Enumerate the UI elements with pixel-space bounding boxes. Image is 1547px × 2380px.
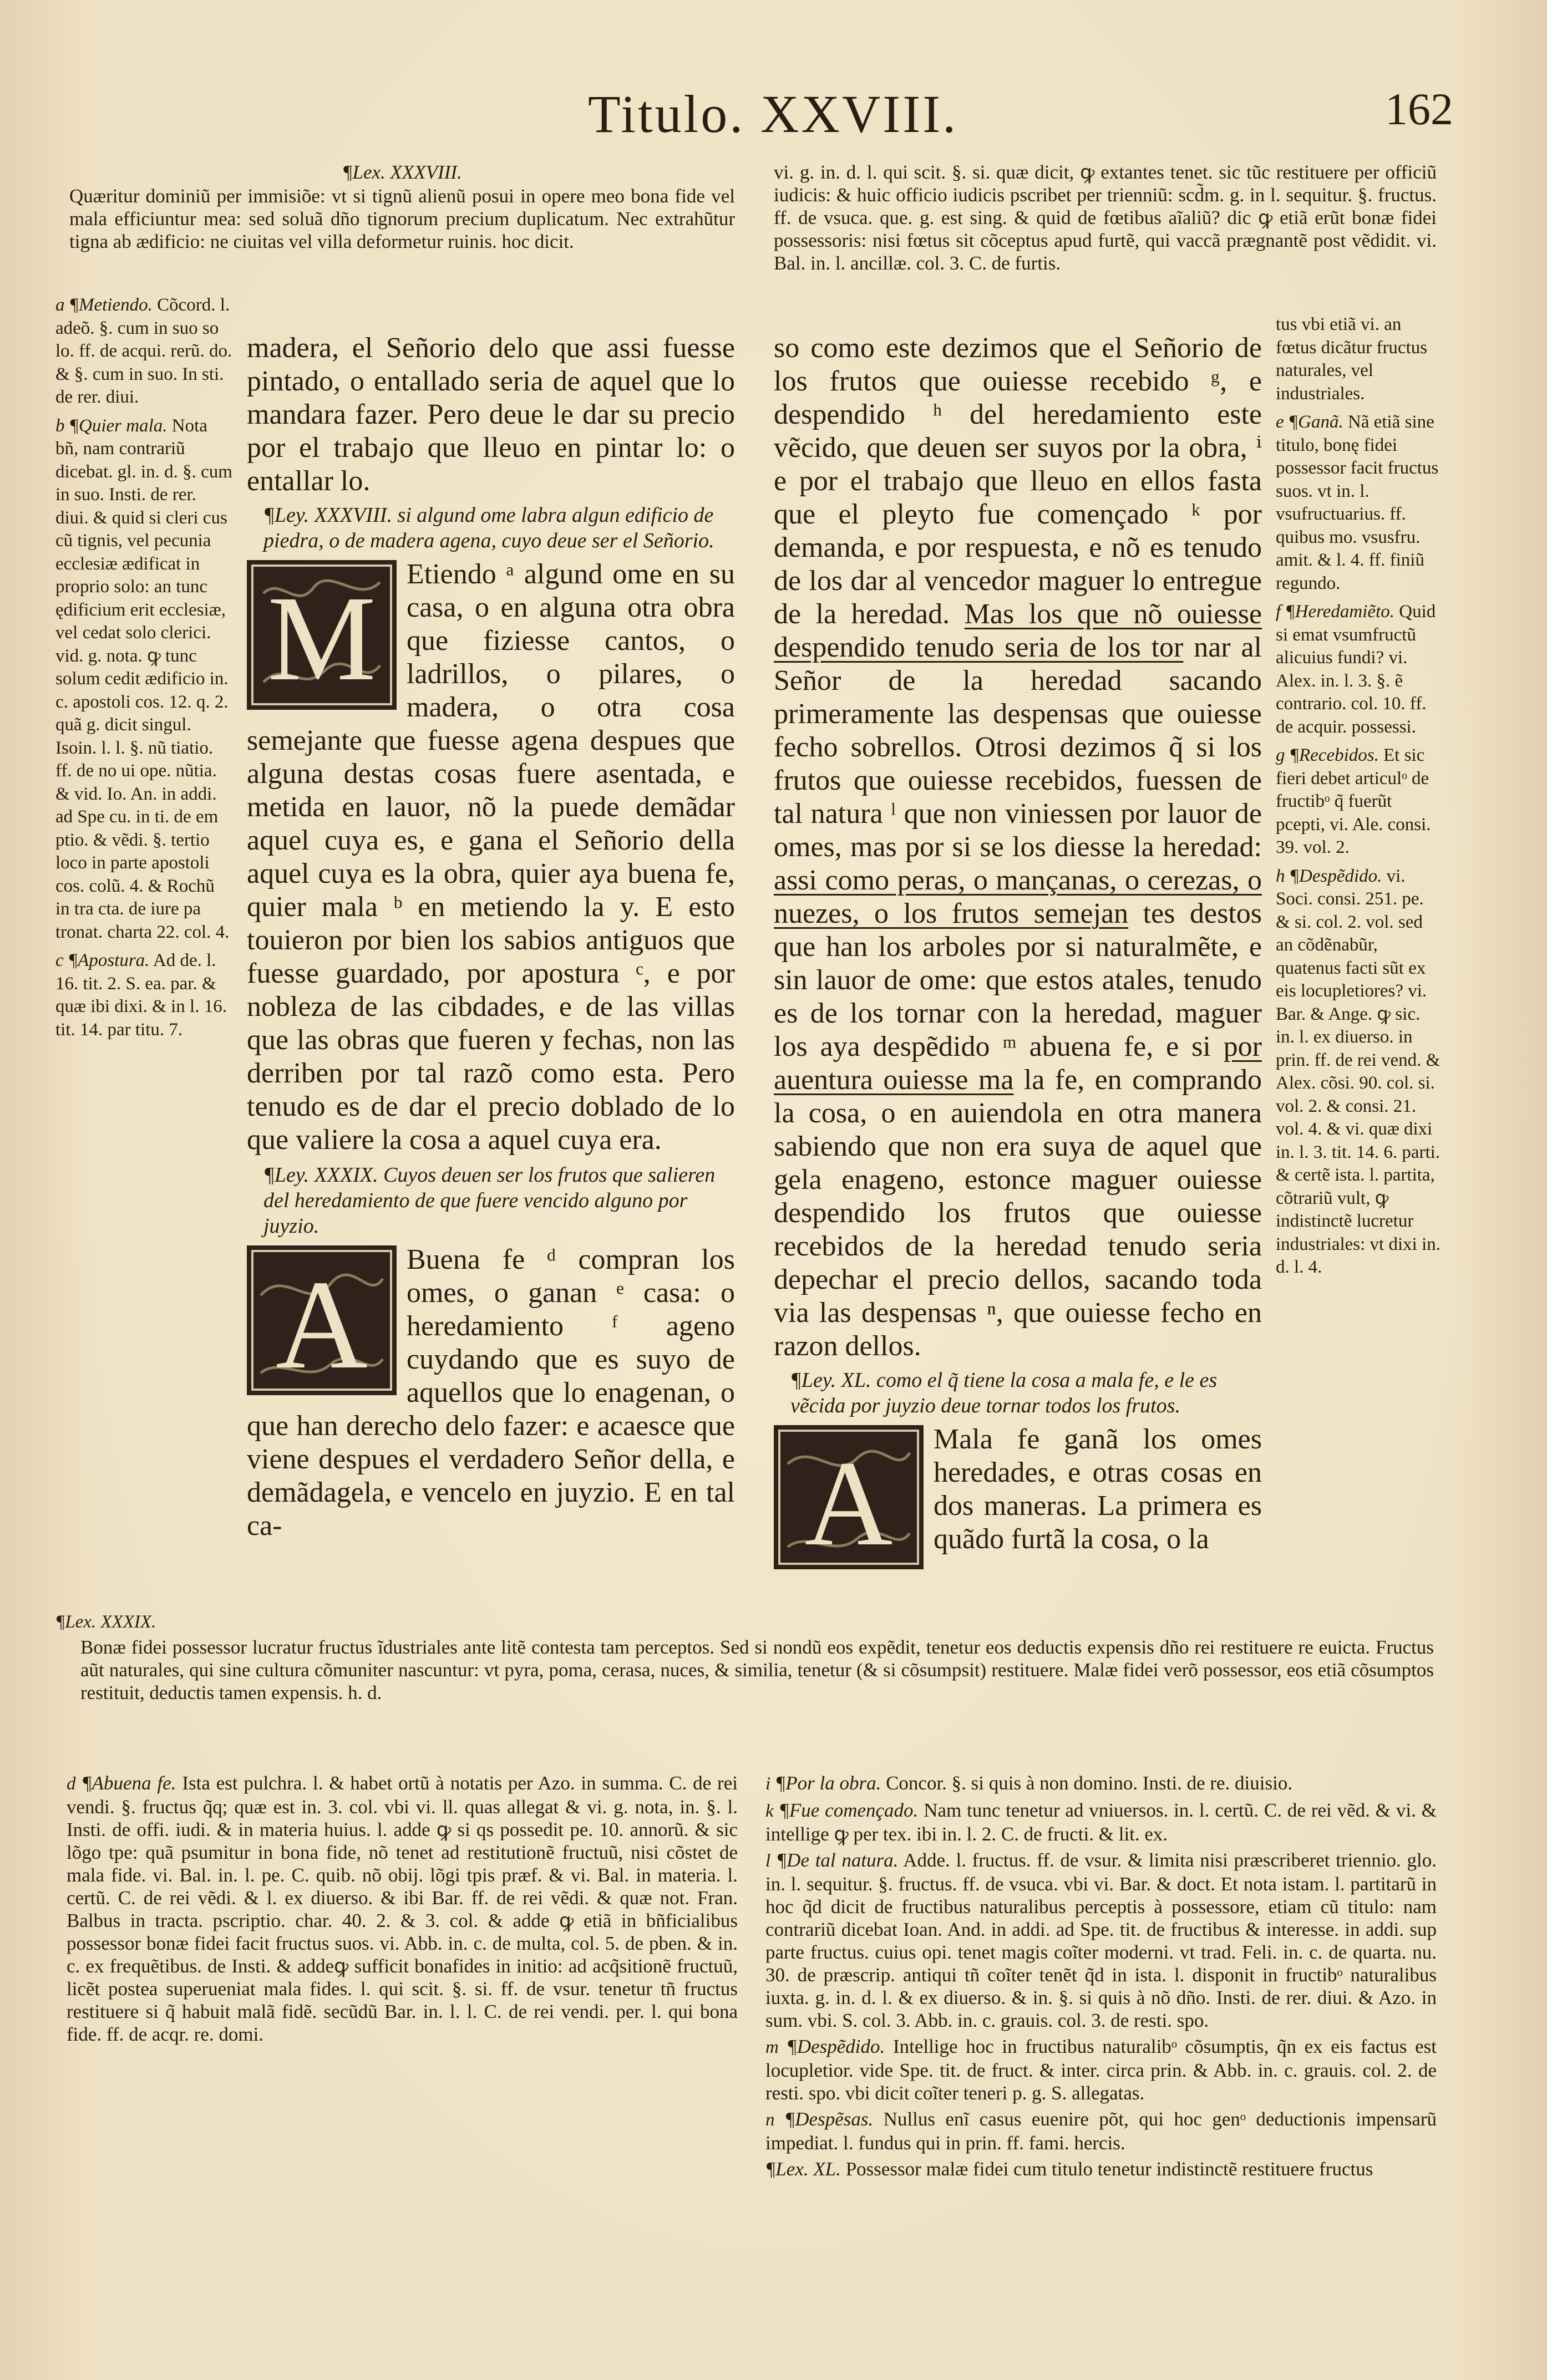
note-text: Adde. l. fructus. ff. de vsur. & limita nisi præscriberet triennio. glo. in. l. sequitur. §. fructus. ff. de vsuca. vbi vi. Bar. & doct. Et nota istam. l. partitarũ in hoc q̃d dicit de fructibus naturalibus perceptis à possessore, etiam cũ titulo: nam contrariũ dicebat Ioan. And. in addi. ad Spe. tit. de fructibus & interesse. in addi. sup parte fructus. cuius opi. tenet magis coĩter moderni. vt trad. Feli. in. c. de quarta. nu. 30. de præscrip. antiqui tñ coĩter tenẽt q̃d in ista. l. disponit in fructibᵒ naturalibus iuxta. g. in. d. l. & ex diuerso. & in. §. si quis à nõ dño. Insti. de rer. diui. & Azo. in sum. vbi. S. col. 3. Abb. in. c. grauis. col. 3. de resti. spo.: [765, 1849, 1437, 2031]
note-letter: g: [1276, 745, 1285, 765]
right-margin-notes: [1276, 313, 1442, 1285]
note-lemma: ¶Heredamiẽto.: [1285, 602, 1394, 622]
note-text: Quid si emat vsumfructũ alicuius fundi? vi. Alex. in. l. 3. §. ẽ contrario. col. 10. ff. de acquir. possessi.: [1276, 602, 1436, 737]
note-lemma: ¶Fue començado.: [779, 1799, 919, 1821]
law-38-body: [247, 558, 735, 1157]
note-letter: k: [765, 1801, 774, 1821]
margin-note-g: [1276, 744, 1442, 860]
margin-note-b: [55, 415, 233, 944]
footnote-i: [765, 1772, 1437, 1796]
note-lemma: ¶Despẽdido.: [1289, 866, 1382, 886]
gloss-lemma: ¶Lex. XXXVIII.: [342, 161, 462, 183]
ornament-frame-icon: [774, 1425, 924, 1569]
note-text: tus vbi etiã vi. an fœtus dicãtur fructus naturales, vel industriales.: [1276, 314, 1428, 404]
note-letter: i: [765, 1774, 771, 1794]
dropcap-a-2: [774, 1425, 924, 1569]
dropcap-letter: M: [267, 571, 376, 706]
law-39-heading: ¶Ley. XXXIX. Cuyos deuen ser los frutos que salieren del heredamiento de que fuere vencido alguno por juyzio.: [263, 1163, 716, 1238]
main-column-right: [774, 332, 1262, 1572]
note-letter: e: [1276, 412, 1284, 432]
note-lemma: ¶Quier mala.: [69, 415, 168, 436]
note-letter: f: [1276, 602, 1281, 622]
gloss-lex-38: [69, 161, 735, 256]
dropcap-letter: A: [804, 1436, 893, 1569]
dropcap-a: [247, 1245, 397, 1395]
law-40-text: Mala fe ganã los omes heredades, e otras cosas en dos maneras. La primera es quãdo furtã la cosa, o la: [934, 1423, 1262, 1555]
margin-note-c: [55, 949, 233, 1041]
folio-number: 162: [1385, 84, 1453, 134]
law-39-body: [247, 1243, 735, 1543]
note-text: Concor. §. si quis à non domino. Insti. de re. diuisio.: [886, 1772, 1293, 1794]
note-letter: b: [55, 415, 65, 436]
main-column-left: [247, 332, 735, 1543]
note-letter: c: [55, 950, 64, 970]
note-letter: l: [765, 1851, 771, 1871]
footnote-k: [765, 1799, 1437, 1845]
margin-note-e: [1276, 411, 1442, 595]
note-letter: d: [67, 1774, 76, 1794]
footnote-n: [765, 2108, 1437, 2154]
gloss-lex-40: [765, 2158, 1437, 2180]
gloss-lex-39-text: [80, 1636, 1434, 1707]
note-text: Nam tunc tenetur ad vniuersos. in. l. certũ. C. de rei vẽd. & vi. & intellige ꝙ per tex. ibi in. l. 2. C. de fructi. & lit. ex.: [765, 1799, 1437, 1845]
footnote-l: [765, 1849, 1437, 2032]
left-margin-notes: [55, 294, 233, 1047]
law-40-heading: ¶Ley. XL. como el q̃ tiene la cosa a mala fe, e le es vẽcida por juyzio deue tornar todos los frutos.: [790, 1369, 1218, 1417]
law-39-continuation: [774, 332, 1262, 1363]
note-text: vi. Soci. consi. 251. pe. & si. col. 2. vol. sed an cõdẽnabũr, quatenus facti sũt ex eis locupletiores? vi. Bar. & Ange. ꝙ sic. in. l. ex diuerso. in prin. ff. de rei vend. & Alex. cõsi. 90. col. si. vol. 2. & consi. 21. vol. 4. & vi. quæ dixi in. l. 3. tit. 14. 6. parti. & certẽ ista. l. partita, cõtrariũ vult, ꝙ indistinctẽ lucretur industriales: vt dixi in. d. l. 4.: [1276, 866, 1441, 1277]
note-lemma: ¶Ganã.: [1288, 412, 1343, 432]
note-letter: n: [765, 2110, 775, 2130]
gloss-text: Possessor malæ fidei cum titulo tenetur indistinctẽ restituere fructus: [845, 2158, 1373, 2180]
note-lemma: ¶Apostura.: [68, 950, 150, 970]
note-text: Nã etiã sine titulo, bonę fidei possessor facit fructus suos. vt in. l. vsufructuarius. ff. quibus mo. vsusfru. amit. & l. 4. ff. finiũ regundo.: [1276, 412, 1439, 593]
underlined-text: assi como peras, o mançanas, o cerezas, o nuezes, o los frutos semejan: [774, 864, 1262, 929]
note-text: Et sic fieri debet articulᵒ de fructibᵒ q̃ fuerũt pcepti, vi. Ale. consi. 39. vol. 2.: [1276, 745, 1431, 857]
footnotes-right: [765, 1772, 1437, 2184]
note-text: Ista est pulchra. l. & habet ortũ à notatis per Azo. in summa. C. de rei vendi. §. fructus q̃q; quæ est in. 3. col. vbi vi. ll. quas allegat & vi. g. nota, in. §. l. Insti. de offi. iudi. & in materia huius. l. adde ꝙ si qs possedit pe. 10. annorũ. & sic lõgo tpe: quã psumitur in bona fide, nõ tenet ad restitutionẽ fructuũ, nisi cõstet de mala fide. vi. Bal. in. l. pe. C. quib. nõ obij. lõgi tpis præf. & vi. Bal. in materia. l. certũ. C. de rei vẽdi. & l. ex diuerso. & ibi Bar. ff. de rei vẽdi. & quæ not. Fran. Balbus in tracta. pscriptio. char. 40. 2. & 3. col. & adde ꝙ etiã in bñficialibus possessor bonæ fidei facit fructus suos. vi. Abb. in. c. de multa, col. 5. de pben. & in. c. ex frequẽtibus. de Insti. & addeꝙ sufficit bonafides in initio: ad acq̃sitionẽ fructuũ, licẽt postea superueniat mala fides. l. qui scit. §. si. ff. de vsur. tenetur tñ fructus restituere si q̃ habuit malã fidẽ. secũdũ Bar. in. l. l. C. de rei vendi. per. l. qui bona fide. ff. de acqr. re. domi.: [67, 1772, 738, 2045]
law-37-tail: madera, el Señorio delo que assi fuesse pintado, o entallado seria de aquel que lo mandara fazer. Pero deue le dar su precio por el trabajo que lleuo en pintar lo: o entallar lo.: [247, 332, 735, 497]
note-lemma: ¶Recebidos.: [1289, 745, 1379, 765]
law-38-text: Etiendo ᵃ algund ome en su casa, o en alguna otra obra que fiziesse cantos, o ladrillos, o pilares, o madera, o otra cosa semejante que fuesse agena despues que alguna destas cosas fuere asentada, e metida en lauor, nõ la puede demãdar aquel cuya es, e gana el Señorio della aquel cuya es la obra, quier aya buena fe, quier mala ᵇ en metiendo la y. E esto touieron por bien los sabios antiguos que fuesse guardado, por apostura ᶜ, e por nobleza de las cibdades, e de las villas que las obras que fueren y fechas, non las derriben por tal razõ como esta. Pero tenudo es de dar el precio doblado de lo que valiere la cosa a aquel cuya era.: [247, 558, 735, 1156]
law-38-heading: ¶Ley. XXXVIII. si algund ome labra algun edificio de piedra, o de madera agena, cuyo deue ser el Señorio.: [263, 504, 714, 552]
note-lemma: ¶Abuena fe.: [82, 1772, 176, 1794]
gloss-top-right: [774, 161, 1437, 278]
margin-note-fetus: [1276, 313, 1442, 405]
note-letter: h: [1276, 866, 1285, 886]
note-text: Nota bñ, nam contrariũ dicebat. gl. in. d. §. cum in suo. Insti. de rer. diui. & quid si cleri cus cũ tignis, vel pecunia ecclesiæ ædificat in proprio solo: an tunc ędificium erit ecclesiæ, vel cedat solo clerici. vid. g. nota. ꝙ tunc solum cedit ædificio in. c. apostoli cos. 12. q. 2. quã g. dicit singul. Isoin. l. l. §. nũ tiatio. ff. de no ui ope. nũtia. & vid. Io. An. in addi. ad Spe cu. in ti. de em ptio. & vẽdi. §. tertio loco in parte apostoli cos. colũ. 4. & Rochũ in tra cta. de iure pa tronat. charta 22. col. 4.: [55, 415, 232, 942]
note-lemma: ¶Metiendo.: [69, 295, 153, 315]
note-text: Cõcord. l. adeõ. §. cum in suo so lo. ff. de acqui. rerũ. do. & §. cum in suo. In sti. de rer. diui.: [55, 295, 232, 407]
note-lemma: ¶Despẽsas.: [784, 2108, 874, 2130]
law-text: nar al Señor de la heredad sacando primeramente las despensas que ouiesse fecho sobrellos. Otrosi dezimos q̃ si los frutos que ouiesse recebidos, fuessen de tal natura ˡ que non viniessen por lauor de omes, mas por si se los diesse la heredad:: [774, 632, 1262, 863]
gloss-text: vi. g. in. d. l. qui scit. §. si. quæ dicit, ꝙ extantes tenet. sic tũc restituere per officiũ iudicis: & huic officio iudicis pscribet per trienniũ: scd̃m. g. in l. sequitur. §. fructus. ff. de vsuca. que. g. est sing. & quid de fœtibus aĩaliũ? dic ꝙ etiã erũt bonæ fidei possessoris: nisi fœtus sit cõceptus apud furtẽ, qui vaccã prægnantẽ post vẽdidit. vi. Bal. in. l. ancillæ. col. 3. C. de furtis.: [774, 161, 1437, 274]
dropcap-letter: A: [275, 1254, 368, 1395]
law-text: la fe, en comprando la cosa, o en auiendola en otra manera sabiendo que non era suya de aquel que gela enageno, estonce maguer ouiesse despendido los frutos que ouiesse recebidos de la heredad tenudo seria depechar el precio dellos, sacando toda via las despensas ⁿ, que ouiesse fecho en razon dellos.: [774, 1064, 1262, 1362]
dropcap-m: [247, 560, 397, 710]
ornament-frame-icon: [247, 560, 397, 710]
gloss-lemma: ¶Lex. XXXIX.: [55, 1612, 156, 1632]
margin-note-h: [1276, 865, 1442, 1279]
note-text: Ad de. l. 16. tit. 2. S. ea. par. & quæ ibi dixi. & in l. 16. tit. 14. par titu. 7.: [55, 950, 227, 1040]
gloss-text: Quæritur dominiũ per immisiõe: vt si tignũ alienũ posui in opere meo bona fide vel mala efficiuntur mea: sed soluã dño tignorum precium duplicatum. Nec extrahũtur tigna ab ædificio: ne ciuitas vel villa deformetur ruinis. hoc dicit.: [69, 185, 735, 252]
gloss-text: Bonæ fidei possessor lucratur fructus ĩdustriales ante litẽ contesta tam perceptos. Sed si nondũ eos expẽdit, tenetur eos deductis expensis dño rei restituere re euicta. Fructus aũt naturales, qui sine cultura cõmuniter nascuntur: vt pyra, poma, cerasa, nuces, & similia, tenetur (& si cõsumpsit) restituere. Malæ fidei verõ possessor, eos etiã cõsumptos restituit, deductis tamen expensis. h. d.: [80, 1636, 1434, 1703]
running-header: [588, 83, 1453, 150]
footnotes-left: [67, 1772, 738, 2049]
note-text: Nullus enĩ casus euenire põt, qui hoc genᵒ deductionis impensarũ impediat. l. fundus qui in prin. ff. fami. hercis.: [765, 2108, 1437, 2154]
law-40-body: [774, 1423, 1262, 1569]
note-letter: m: [765, 2037, 779, 2057]
note-lemma: ¶De tal natura.: [776, 1849, 899, 1871]
running-title: Titulo. XXVIII.: [588, 84, 958, 144]
law-39-text: Buena fe ᵈ compran los omes, o ganan ᵉ casa: o heredamiento ᶠ ageno cuydando que es suyo de aquellos que lo enagenan, o que han derecho delo fazer: e acaesce que viene despues el verdadero Señor della, e demãdagela, e vencelo en juyzio. E en tal ca-: [247, 1244, 735, 1542]
ornament-frame-icon: [247, 1245, 397, 1395]
underlined-text: Mas los que nõ ouiesse despendido tenudo seria de los tor: [774, 598, 1262, 663]
note-lemma: ¶Despẽdido.: [787, 2036, 885, 2057]
footnote-m: [765, 2035, 1437, 2104]
law-text: tes destos que han los arboles por si naturalmẽte, e sin lauor de ome: que estos atales, tenudo es de los tornar con la heredad, maguer los aya despẽdido ᵐ abuena fe, e si: [774, 898, 1262, 1062]
gloss-lemma: ¶Lex. XL.: [765, 2158, 841, 2180]
margin-note-a: [55, 294, 233, 409]
underlined-text: por auentura ouiesse ma: [774, 1031, 1262, 1096]
margin-note-f: [1276, 601, 1442, 739]
gloss-lex-39: [55, 1611, 222, 1640]
law-text: so como este dezimos que el Señorio de los frutos que ouiesse recebido ᵍ, e despendido ʰ del heredamiento este vẽcido, que deuen ser suyos por la obra, ⁱ e por el trabajo que lleuo en ellos fasta que el pleyto fue començado ᵏ por demanda, e por respuesta, e nõ es tenudo de los dar al vencedor maguer lo entregue de la heredad.: [774, 332, 1262, 630]
note-text: Intellige hoc in fructibus naturalibᵒ cõsumptis, q̃n ex eis factus est locupletior. vide Spe. tit. de fruct. & inter. circa prin. & Abb. in. c. grauis. col. 2. de resti. spo. vbi dicit coĩter teneri p. g. S. allegatas.: [765, 2036, 1437, 2104]
footnote-d: [67, 1772, 738, 2046]
note-lemma: ¶Por la obra.: [775, 1772, 881, 1794]
note-letter: a: [55, 295, 65, 315]
